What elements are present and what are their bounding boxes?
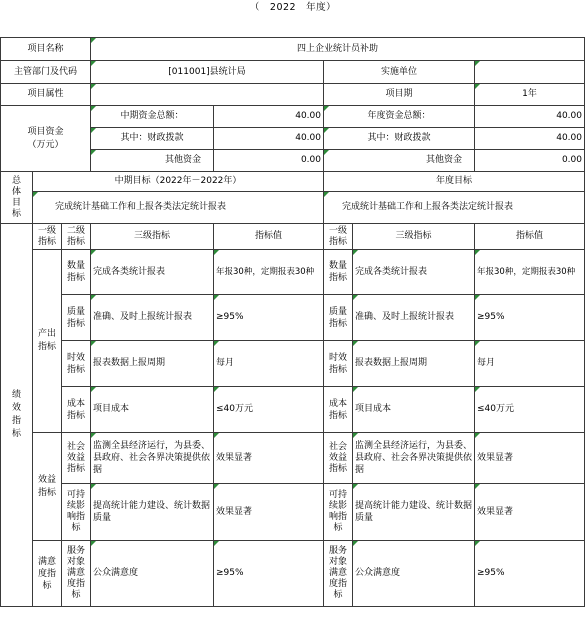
table-row-ann-l3[interactable]: 公众满意度: [353, 541, 475, 607]
annual-other-value[interactable]: 0.00: [475, 150, 585, 172]
table-row-ann-l3[interactable]: 报表数据上报周期: [353, 341, 475, 387]
annual-goal-header: 年度目标: [324, 172, 585, 192]
table-row-ann-l3[interactable]: 完成各类统计报表: [353, 250, 475, 295]
year-title: （ 2022 年度）: [249, 2, 337, 13]
table-row-ann-val[interactable]: 年报30种，定期报表30种: [475, 250, 585, 295]
annual-total-label: 年度资金总额：: [324, 106, 475, 128]
h-value: 指标值: [214, 224, 324, 250]
table-row-ann-l3[interactable]: 监测全县经济运行，为县委、县政府、社会各界决策提供依据: [353, 433, 475, 484]
satisfaction-label: 满意 度指 标: [33, 541, 62, 607]
table-row-ann-l3[interactable]: 项目成本: [353, 387, 475, 433]
table-row-mid-val[interactable]: ≤40万元: [214, 387, 324, 433]
mid-fiscal-value[interactable]: 40.00: [214, 128, 324, 150]
table-row-mid-l3[interactable]: 监测全县经济运行，为县委、县政府、社会各界决策提供依据: [91, 433, 214, 484]
table-row-ann-val[interactable]: 效果显著: [475, 433, 585, 484]
performance-target-table: [0, 37, 585, 607]
annual-fiscal-value[interactable]: 40.00: [475, 128, 585, 150]
ann-h-level2: 一级 指标: [324, 224, 353, 250]
table-row-mid-val[interactable]: 每月: [214, 341, 324, 387]
table-row-ann-l2: 可持 续影 响指 标: [324, 484, 353, 541]
table-row-mid-val[interactable]: ≥95%: [214, 295, 324, 341]
table-row-ann-l2: 质量 指标: [324, 295, 353, 341]
table-row-ann-val[interactable]: ≤40万元: [475, 387, 585, 433]
mid-goal-text[interactable]: 完成统计基础工作和上报各类法定统计报表: [33, 192, 324, 224]
table-row-ann-val[interactable]: 效果显著: [475, 484, 585, 541]
annual-fiscal-label: 其中：财政拨款: [324, 128, 475, 150]
table-row-l2: 成本 指标: [62, 387, 91, 433]
table-row-mid-l3[interactable]: 提高统计能力建设、统计数据质量: [91, 484, 214, 541]
table-row-l2: 质量 指标: [62, 295, 91, 341]
perf-label: 绩 效 指 标: [1, 224, 33, 607]
funds-label: 项目资金 （万元）: [1, 106, 91, 172]
table-row-ann-val[interactable]: ≥95%: [475, 541, 585, 607]
mid-other-label: 其他资金: [91, 150, 214, 172]
annual-goal-text[interactable]: 完成统计基础工作和上报各类法定统计报表: [324, 192, 585, 224]
mid-total-label: 中期资金总额：: [91, 106, 214, 128]
annual-other-label: 其他资金: [324, 150, 475, 172]
annual-total-value[interactable]: 40.00: [475, 106, 585, 128]
table-row-mid-l3[interactable]: 准确、及时上报统计报表: [91, 295, 214, 341]
dept-label: 主管部门及代码: [1, 61, 91, 84]
mid-other-value[interactable]: 0.00: [214, 150, 324, 172]
table-row-ann-l2: 服务 对象 满意 度指 标: [324, 541, 353, 607]
output-label: 产出 指标: [33, 250, 62, 433]
table-row-ann-val[interactable]: 每月: [475, 341, 585, 387]
mid-goal-header: 中期目标（2022年－2022年）: [33, 172, 324, 192]
table-row-l2: 社会 效益 指标: [62, 433, 91, 484]
goals-label: 总 体 目 标: [1, 172, 33, 224]
h-level1: 一级 指标: [33, 224, 62, 250]
table-row-ann-l2: 社会 效益 指标: [324, 433, 353, 484]
table-row-ann-l2: 时效 指标: [324, 341, 353, 387]
table-row-l2: 可持 续影 响指 标: [62, 484, 91, 541]
mid-fiscal-label: 其中：财政拨款: [91, 128, 214, 150]
table-row-l2: 时效 指标: [62, 341, 91, 387]
impl-unit-value[interactable]: [475, 61, 585, 84]
period-label: 项目期: [324, 84, 475, 106]
project-name-value[interactable]: 四上企业统计员补助: [91, 38, 585, 61]
impl-unit-label: 实施单位: [324, 61, 475, 84]
table-row-mid-val[interactable]: 年报30种，定期报表30种: [214, 250, 324, 295]
table-row-mid-val[interactable]: 效果显著: [214, 433, 324, 484]
table-row-l2: 数量 指标: [62, 250, 91, 295]
h-level2: 二级 指标: [62, 224, 91, 250]
benefit-label: 效益 指标: [33, 433, 62, 541]
attr-label: 项目属性: [1, 84, 91, 106]
table-row-mid-val[interactable]: 效果显著: [214, 484, 324, 541]
period-value[interactable]: 1年: [475, 84, 585, 106]
ann-h-level3: 三级指标: [353, 224, 475, 250]
table-row-mid-l3[interactable]: 项目成本: [91, 387, 214, 433]
table-row-ann-l2: 数量 指标: [324, 250, 353, 295]
h-level3: 三级指标: [91, 224, 214, 250]
dept-value[interactable]: [011001]县统计局: [91, 61, 324, 84]
table-row-ann-l2: 成本 指标: [324, 387, 353, 433]
attr-value[interactable]: [91, 84, 324, 106]
project-name-label: 项目名称: [1, 38, 91, 61]
table-row-ann-l3[interactable]: 提高统计能力建设、统计数据质量: [353, 484, 475, 541]
mid-total-value[interactable]: 40.00: [214, 106, 324, 128]
ann-h-value: 指标值: [475, 224, 585, 250]
table-row-mid-l3[interactable]: 报表数据上报周期: [91, 341, 214, 387]
table-row-mid-val[interactable]: ≥95%: [214, 541, 324, 607]
table-row-l2: 服务 对象 满意 度指 标: [62, 541, 91, 607]
table-row-mid-l3[interactable]: 公众满意度: [91, 541, 214, 607]
table-row-ann-l3[interactable]: 准确、及时上报统计报表: [353, 295, 475, 341]
table-row-mid-l3[interactable]: 完成各类统计报表: [91, 250, 214, 295]
table-row-ann-val[interactable]: ≥95%: [475, 295, 585, 341]
